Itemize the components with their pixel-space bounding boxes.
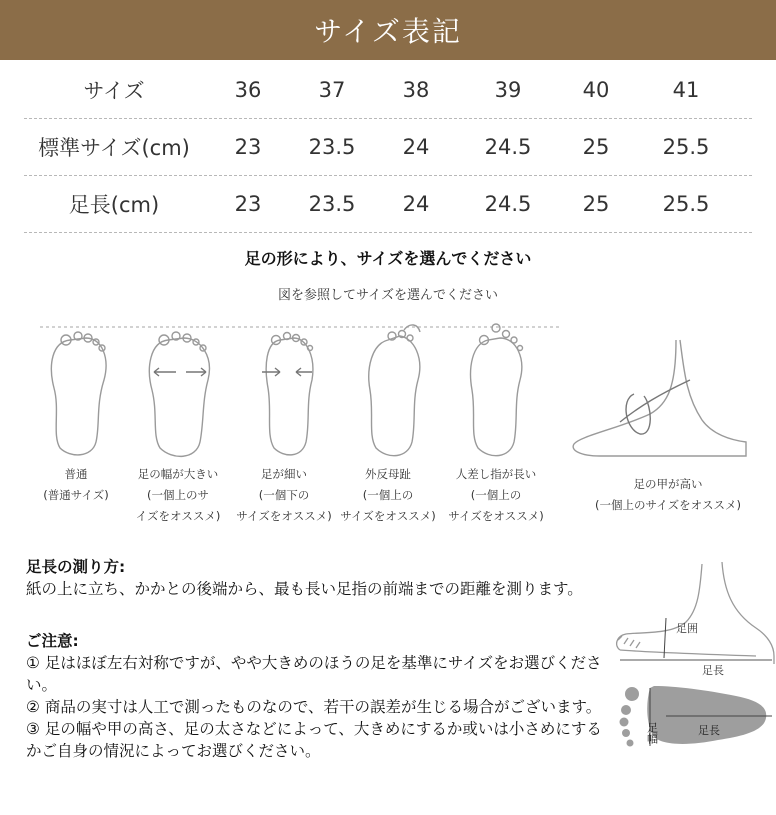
- foot-type-narrow: [236, 464, 331, 527]
- row-label: 足長(cm): [68, 193, 160, 217]
- notes-section: [26, 630, 616, 762]
- table-row: [24, 119, 752, 176]
- table-cell: 24.5: [484, 135, 532, 159]
- foot-type-name: 人差し指が長い: [455, 467, 537, 481]
- notes-title: ご注意:: [26, 632, 79, 650]
- foot-type-advice: (一個上の: [470, 488, 522, 502]
- note-item: ③ 足の幅や甲の高さ、足の太さなどによって、大きめにするか或いは小さめにするかご自身の情況によってお選びください。: [26, 720, 602, 760]
- foot-narrow-icon: [262, 333, 313, 455]
- foot-high-instep-icon: [573, 340, 746, 456]
- foot-type-wide: [136, 464, 221, 527]
- table-cell: 25.5: [662, 192, 710, 216]
- length-label-sole: 足長: [698, 724, 720, 737]
- foot-type-name: 足の甲が高い: [633, 477, 703, 491]
- table-cell: 38: [402, 78, 430, 102]
- foot-type-high-instep: [595, 474, 741, 516]
- foot-type-advice-cont: サイズをオススメ): [448, 509, 544, 523]
- table-cell: 37: [318, 78, 346, 102]
- foot-long-second-toe-icon: [471, 324, 523, 456]
- foot-type-bunion: [340, 464, 435, 527]
- foot-type-long-second-toe: [448, 464, 543, 527]
- size-table: [24, 62, 752, 233]
- foot-type-normal: [43, 464, 109, 506]
- foot-shapes-illustration: [0, 310, 776, 460]
- row-label: 標準サイズ(cm): [38, 136, 190, 160]
- table-cell: 36: [234, 78, 262, 102]
- foot-type-advice: (普通サイズ): [43, 488, 109, 502]
- table-row: [24, 62, 752, 119]
- table-cell: 25.5: [662, 135, 710, 159]
- table-cell: 25: [582, 192, 610, 216]
- foot-type-advice: (一個上のサ: [146, 488, 209, 502]
- measure-text: 紙の上に立ち、かかとの後端から、最も長い足指の前端までの距離を測ります。: [26, 580, 583, 598]
- table-cell: 24: [402, 135, 430, 159]
- foot-bunion-icon: [369, 325, 420, 456]
- measure-instructions: [26, 556, 583, 600]
- table-cell: 23.5: [308, 192, 356, 216]
- table-cell: 24: [402, 192, 430, 216]
- foot-type-name: 外反母趾: [364, 467, 411, 481]
- foot-type-name: 普通: [64, 467, 88, 481]
- table-cell: 23: [234, 135, 262, 159]
- foot-normal-icon: [51, 332, 106, 455]
- girth-label: 足囲: [676, 622, 698, 635]
- table-cell: 23: [234, 192, 262, 216]
- table-cell: 23.5: [308, 135, 356, 159]
- row-label: サイズ: [83, 79, 145, 103]
- foot-type-name: 足の幅が大きい: [137, 467, 219, 481]
- table-cell: 25: [582, 135, 610, 159]
- section-subheading: 図を参照してサイズを選んでください: [278, 288, 498, 303]
- note-item: ② 商品の実寸は人工で測ったものなので、若干の誤差が生じる場合がございます。: [26, 698, 602, 716]
- foot-type-advice: (一個下の: [258, 488, 310, 502]
- foot-wide-icon: [149, 332, 209, 456]
- table-cell: 39: [494, 78, 522, 102]
- section-heading: 足の形により、サイズを選んでください: [244, 249, 532, 268]
- foot-type-advice-cont: サイズをオススメ): [340, 509, 436, 523]
- foot-type-advice-cont: イズをオススメ): [135, 509, 221, 523]
- table-row: [24, 176, 752, 233]
- table-cell: 24.5: [484, 192, 532, 216]
- note-item: ① 足はほぼ左右対称ですが、やや大きめのほうの足を基準にサイズをお選びください。: [26, 654, 602, 694]
- side-foot-icon: [617, 562, 774, 664]
- measure-title: 足長の測り方:: [26, 558, 126, 576]
- table-cell: 41: [672, 78, 700, 102]
- foot-type-advice-cont: サイズをオススメ): [236, 509, 332, 523]
- foot-type-name: 足が細い: [260, 467, 307, 481]
- width-label: 足幅: [645, 722, 659, 744]
- foot-type-advice: (一個上のサイズをオススメ): [595, 498, 741, 512]
- table-cell: 40: [582, 78, 610, 102]
- foot-type-advice: (一個上の: [362, 488, 414, 502]
- length-label-side: 足長: [702, 664, 724, 677]
- page-title: サイズ表記: [0, 0, 776, 60]
- foot-measure-diagram: [606, 560, 776, 770]
